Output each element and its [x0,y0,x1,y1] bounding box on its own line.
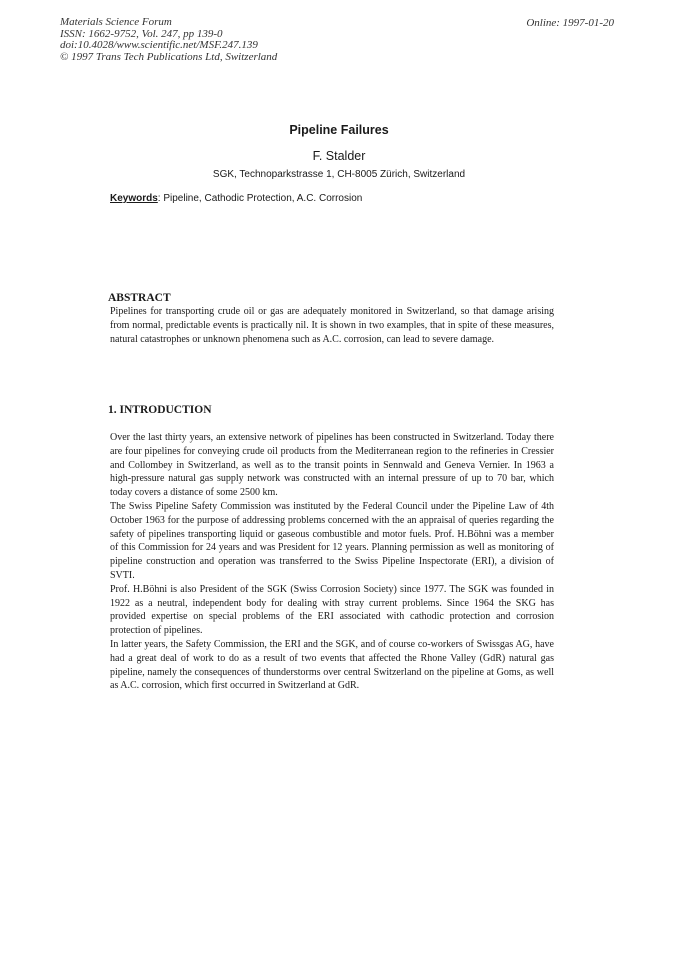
abstract-text [110,305,554,346]
intro-paragraph-4: In latter years, the Safety Commission, the ERI and the SGK, and of course co-workers of Swissgas AG, have had a great deal of work to do as a result of two events that affected the Rhone Valley (GdR) natural gas pipeline, namely the consequences of thunderstorms over central Switzerland on the pipeline at Goms, as well as A.C. corrosion, which first occurred in Switzerland at GdR. [110,638,554,692]
intro-paragraph-3: Prof. H.Böhni is also President of the SGK (Swiss Corrosion Society) since 1977. The SGK was founded in 1922 as a neutral, independent body for dealing with stray current problems. Since 1964 the SKG has provided expertise on special problems of the ERI associated with cathodic protection and corrosion protection of pipelines. [110,583,554,637]
introduction-heading: 1. INTRODUCTION [108,404,212,416]
paper-title: Pipeline Failures [289,123,389,137]
issn-line: ISSN: 1662-9752, Vol. 247, pp 139-0 [60,27,223,40]
abstract-heading: ABSTRACT [108,292,171,304]
introduction-body [110,431,554,693]
author-affiliation: SGK, Technoparkstrasse 1, CH-8005 Zürich, Switzerland [212,169,466,180]
journal-header [60,17,277,63]
journal-name: Materials Science Forum [60,16,172,28]
abstract-paragraph: Pipelines for transporting crude oil or gas are adequately monitored in Switzerland, so that damage arising from normal, predictable events is practically nil. It is shown in two examples, that in spite of these measures, natural catastrophes or unknown phenomena such as A.C. corrosion, can lead to severe damage. [110,306,554,345]
intro-paragraph-2: The Swiss Pipeline Safety Commission was instituted by the Federal Council under the Pipeline Law of 4th October 1963 for the purpose of addressing problems concerned with the an appraisal of queries regarding the safety of pipelines transporting liquid or gaseous combustible and motor fuels. Prof. H.Böhni was a member of this Commission for 24 years and was President for 12 years. Planning permission as well as monitoring of pipeline construction and operation was transferred to the Swiss Pipeline Inspectorate (ERI), a division of SVTI. [110,500,554,581]
doi-line: doi:10.4028/www.scientific.net/MSF.247.139 [60,39,258,52]
keywords-list: : Pipeline, Cathodic Protection, A.C. Corrosion [157,193,363,204]
keywords-label: Keywords [110,193,158,204]
intro-paragraph-1: Over the last thirty years, an extensive network of pipelines has been constructed in Switzerland. Today there are four pipelines for conveying crude oil products from the Mediterranean region to the refineries in Cressier and Collombey in Switzerland, as well as to the transit points in Sennwald and Geneva Vernier. In 1963 a high-pressure natural gas supply network was constructed with an internal pressure of up to 70 bar, which today covers a distance of some 2500 km. [110,432,554,499]
online-date: Online: 1997-01-20 [526,17,614,29]
keywords-line [110,193,362,204]
paper-author: F. Stalder [312,149,366,163]
copyright-line: © 1997 Trans Tech Publications Ltd, Switzerland [60,50,278,63]
